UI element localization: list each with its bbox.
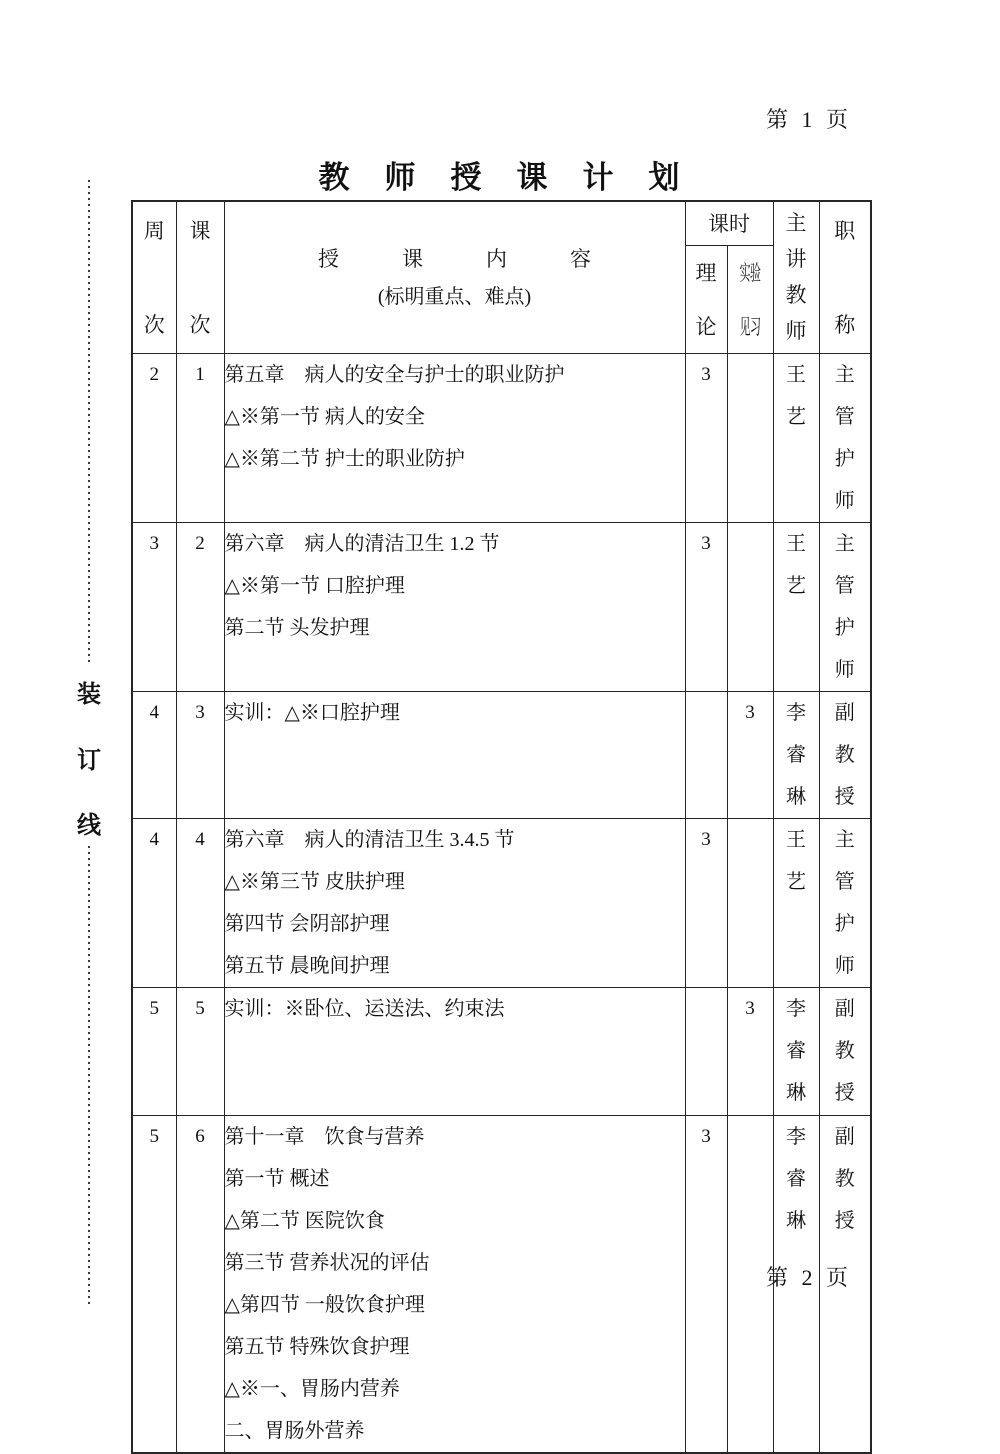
theory-hours-cell [685,987,727,1115]
table-row [132,522,871,691]
teacher-title: 主管护师 [834,828,855,977]
content-cell [224,353,685,522]
header-lesson-char: 次 [189,313,211,338]
header-lesson [176,201,224,353]
content-line: 第六章 病人的清洁卫生 1.2 节 [224,532,500,555]
content-cell [224,1115,685,1453]
content-line: △※一、胃肠内营养 [224,1377,400,1400]
header-theory [685,245,727,353]
header-title-col [819,201,871,353]
practice-hours-cell: 3 [727,987,773,1115]
teacher-name: 李睿琳 [786,997,806,1104]
header-week-char: 周 [143,219,165,244]
lesson-cell: 6 [176,1115,224,1453]
content-line: 第五章 病人的安全与护士的职业防护 [224,363,565,386]
teacher-cell [773,691,819,818]
teacher-cell [773,522,819,691]
week-cell: 3 [132,522,176,691]
teacher-title: 副教授 [834,1125,855,1232]
header-content-title: 授 课 内 容 [318,247,591,272]
header-hours: 课时 [685,201,773,245]
teacher-title: 副教授 [834,997,855,1104]
header-teacher [773,201,819,353]
page-number-bottom: 第 2 页 [765,1265,852,1290]
title-cell [819,691,871,818]
binding-line [78,180,100,1310]
teacher-title: 副教授 [834,701,855,808]
page-title: 教 师 授 课 计 划 [318,160,682,195]
header-lesson-char: 课 [189,219,211,244]
header-theory-char: 论 [695,315,717,339]
content-line: △※第三节 皮肤护理 [224,870,405,893]
header-practice-word: 见习 [739,315,761,339]
week-cell: 4 [132,818,176,987]
header-practice [727,245,773,353]
content-line: 第四节 会阴部护理 [224,912,390,935]
week-cell: 4 [132,691,176,818]
table-row [132,1115,871,1453]
binding-char: 线 [77,813,101,839]
content-line: 第一节 概述 [224,1167,330,1190]
practice-hours-cell [727,818,773,987]
theory-hours-cell: 3 [685,1115,727,1453]
teacher-cell [773,987,819,1115]
header-theory-char: 理 [695,261,717,285]
content-line: △※第一节 病人的安全 [224,405,425,428]
content-cell [224,691,685,818]
header-teacher-label: 主讲教师 [785,211,807,344]
table-row [132,818,871,987]
content-line: 第五节 特殊饮食护理 [224,1335,410,1358]
teacher-title: 主管护师 [834,363,855,512]
lesson-cell: 2 [176,522,224,691]
week-cell: 2 [132,353,176,522]
content-line: △第四节 一般饮食护理 [224,1293,425,1316]
content-line: △第二节 医院饮食 [224,1209,385,1232]
page-number-top: 第 1 页 [765,107,852,132]
lesson-cell: 1 [176,353,224,522]
content-cell [224,987,685,1115]
table-row [132,353,871,522]
teacher-name: 王艺 [786,532,806,597]
content-line: 第五节 晨晚间护理 [224,954,390,977]
binding-dashed-line-bottom [88,846,90,1308]
binding-dashed-line-top [88,180,90,666]
theory-hours-cell: 3 [685,818,727,987]
content-cell [224,522,685,691]
week-cell: 5 [132,987,176,1115]
header-title-char: 职 [834,219,856,244]
binding-text [78,674,100,840]
header-week-char: 次 [143,313,165,338]
content-cell [224,818,685,987]
lesson-cell: 3 [176,691,224,818]
content-line: △※第一节 口腔护理 [224,574,405,597]
header-title-char: 称 [834,313,856,338]
title-cell [819,353,871,522]
content-line: 第三节 营养状况的评估 [224,1251,430,1274]
table-row [132,691,871,818]
lesson-cell: 4 [176,818,224,987]
practice-hours-cell [727,353,773,522]
teacher-cell [773,818,819,987]
header-content-subtitle: (标明重点、难点) [377,286,532,309]
theory-hours-cell: 3 [685,522,727,691]
header-week [132,201,176,353]
title-cell [819,818,871,987]
table-row [132,987,871,1115]
content-line: △※第二节 护士的职业防护 [224,447,465,470]
plan-rows [132,353,871,1453]
teacher-name: 李睿琳 [786,701,806,808]
theory-hours-cell: 3 [685,353,727,522]
teacher-title: 主管护师 [834,532,855,681]
title-cell [819,987,871,1115]
title-cell [819,522,871,691]
lesson-plan-table [131,200,872,1454]
content-line: 第二节 头发护理 [224,616,370,639]
theory-hours-cell [685,691,727,818]
content-line: 第六章 病人的清洁卫生 3.4.5 节 [224,828,515,851]
binding-char: 订 [77,747,101,774]
practice-hours-cell: 3 [727,691,773,818]
header-content [224,201,685,353]
binding-char: 装 [77,682,101,708]
lesson-cell: 5 [176,987,224,1115]
teacher-name: 李睿琳 [786,1125,806,1232]
content-line: 实训：△※口腔护理 [224,701,400,724]
week-cell: 5 [132,1115,176,1453]
teacher-cell [773,353,819,522]
content-line: 第十一章 饮食与营养 [224,1125,425,1148]
content-line: 二、胃肠外营养 [224,1419,365,1442]
teacher-name: 王艺 [786,828,806,893]
practice-hours-cell [727,522,773,691]
teacher-name: 王艺 [786,363,806,428]
content-line: 实训：※卧位、运送法、约束法 [224,997,505,1020]
header-practice-word: 实验 [739,261,761,285]
table-header [132,201,871,353]
